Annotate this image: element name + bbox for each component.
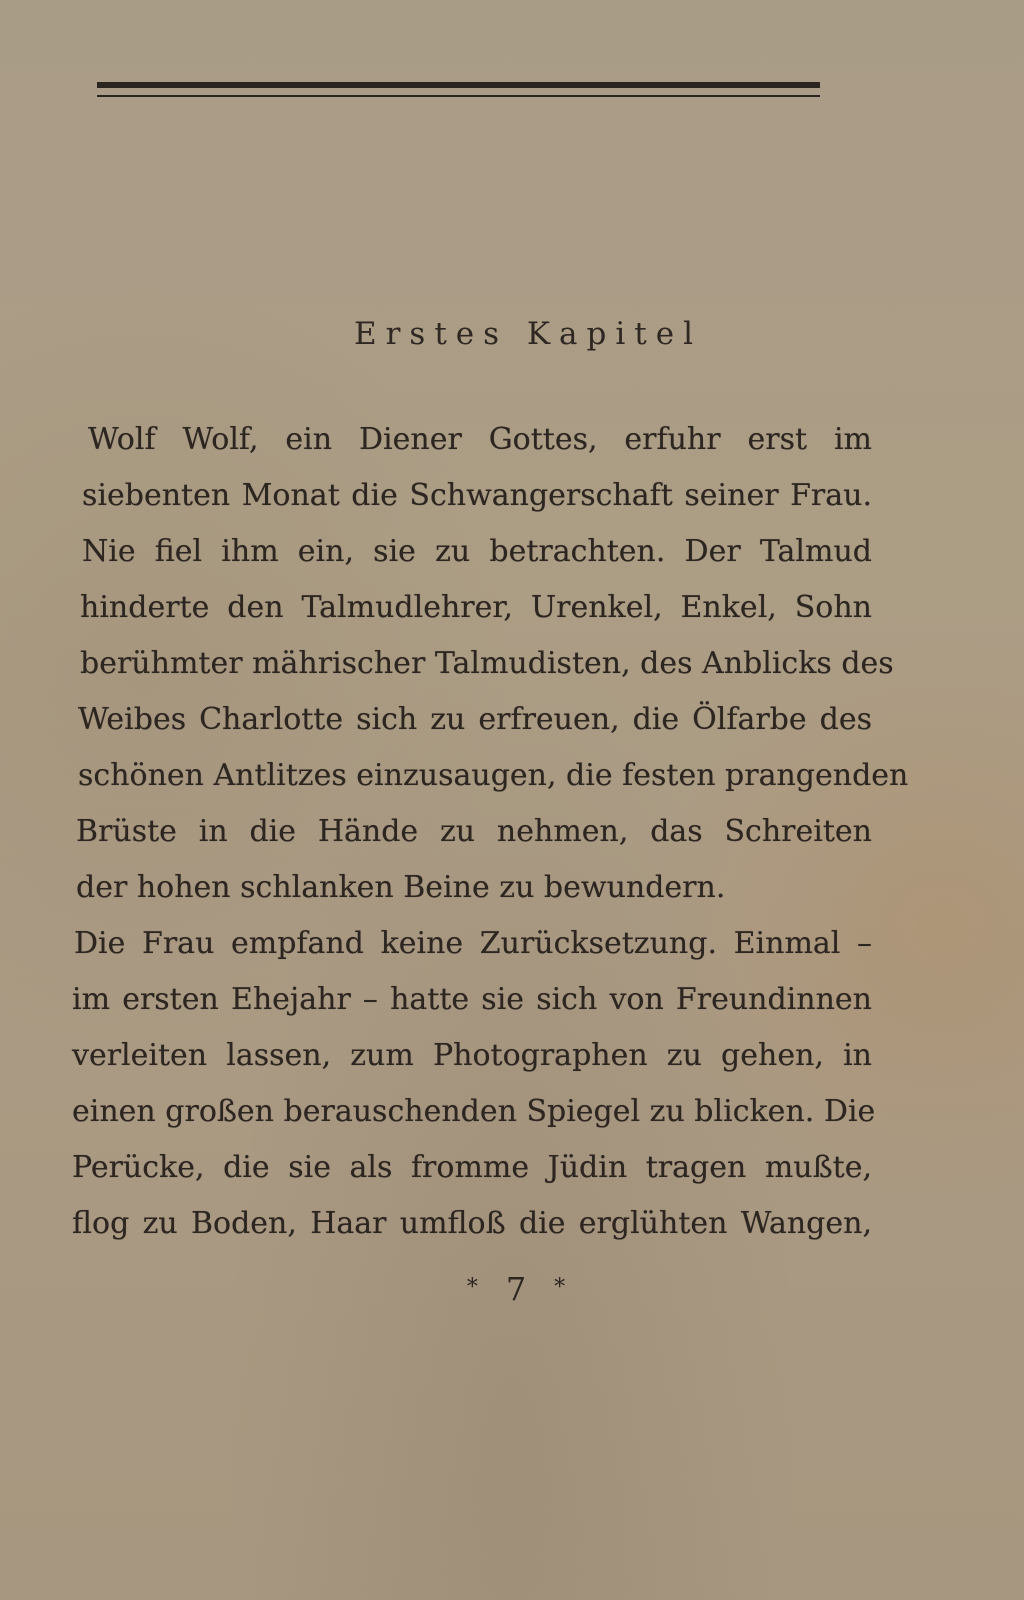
text-line: verleiten lassen, zum Photographen zu gehen, in xyxy=(72,1038,872,1073)
header-rule-thick xyxy=(97,82,820,88)
text-line: Nie fiel ihm ein, sie zu betrachten. Der Talmud xyxy=(82,534,872,569)
page-number-ornament-left: * xyxy=(466,1275,480,1300)
text-line: hinderte den Talmudlehrer, Urenkel, Enkel, Sohn xyxy=(80,590,872,625)
text-line: einen großen berauschenden Spiegel zu blicken. Die xyxy=(72,1094,876,1129)
text-line: Wolf Wolf, ein Diener Gottes, erfuhr erst im xyxy=(88,422,872,457)
chapter-title: Erstes Kapitel xyxy=(353,316,703,352)
text-line: schönen Antlitzes einzusaugen, die festen prangenden xyxy=(78,758,909,793)
text-line: Die Frau empfand keine Zurücksetzung. Einmal – xyxy=(74,926,872,961)
page-number xyxy=(0,1270,1024,1308)
text-line: Brüste in die Hände zu nehmen, das Schreiten xyxy=(76,814,872,849)
text-line: flog zu Boden, Haar umfloß die erglühten Wangen, xyxy=(72,1206,872,1241)
text-line: im ersten Ehejahr – hatte sie sich von Freundinnen xyxy=(72,982,872,1017)
text-line: berühmter mährischer Talmudisten, des Anblicks des xyxy=(80,646,894,681)
page-number-value: 7 xyxy=(505,1270,529,1308)
header-rule-thin xyxy=(97,95,820,97)
page-number-ornament-right: * xyxy=(554,1275,568,1300)
text-line: Perücke, die sie als fromme Jüdin tragen mußte, xyxy=(72,1150,872,1185)
text-line: Weibes Charlotte sich zu erfreuen, die Ölfarbe des xyxy=(78,702,872,737)
text-line: der hohen schlanken Beine zu bewundern. xyxy=(76,870,726,905)
text-line: siebenten Monat die Schwangerschaft seiner Frau. xyxy=(82,478,872,513)
body-text xyxy=(72,412,909,1252)
